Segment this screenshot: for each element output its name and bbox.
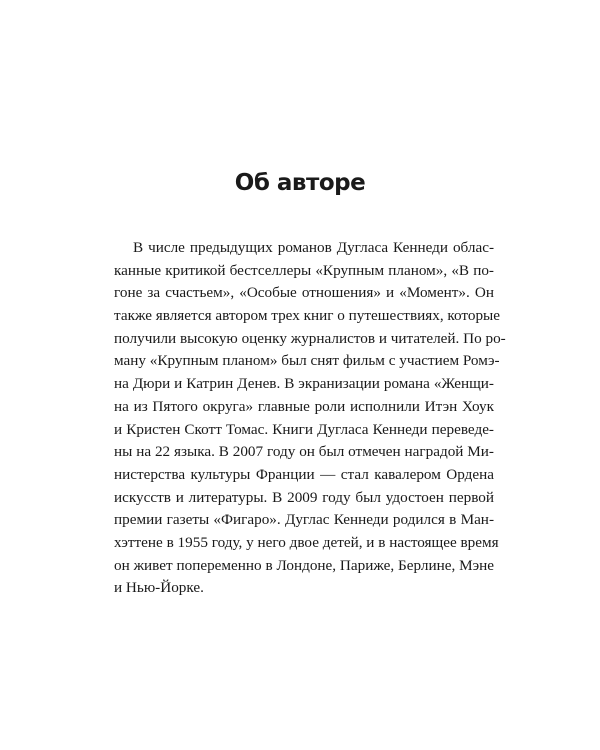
paragraph-line: хэттене в 1955 году, у него двое детей, и в настоящее время (114, 533, 499, 551)
paragraph-line: искусств и литературы. В 2009 году был удостоен первой (114, 488, 494, 506)
paragraph-line: ману «Крупным планом» был снят фильм с участием Ромэ- (114, 352, 500, 370)
paragraph-line: нистерства культуры Франции — стал кавалером Ордена (114, 465, 494, 483)
author-bio-paragraph (114, 237, 506, 600)
paragraph-line: канные критикой бестселлеры «Крупным планом», «В по- (114, 261, 494, 279)
paragraph-line: В числе предыдущих романов Дугласа Кеннеди облас- (133, 239, 494, 256)
paragraph-line: получили высокую оценку журналистов и читателей. По ро- (114, 329, 506, 347)
paragraph-line: и Нью-Йорке. (114, 579, 204, 597)
paragraph-line: и Кристен Скотт Томас. Книги Дугласа Кеннеди переведе- (114, 420, 494, 438)
page-title: Об авторе (234, 170, 366, 196)
paragraph-line: на Дюри и Катрин Денев. В экранизации романа «Женщи- (114, 375, 494, 393)
paragraph-line: он живет попеременно в Лондоне, Париже, Берлине, Мэне (114, 556, 494, 574)
paragraph-line: ны на 22 языка. В 2007 году он был отмечен наградой Ми- (114, 443, 494, 461)
paragraph-line: на из Пятого округа» главные роли исполнили Итэн Хоук (114, 397, 494, 415)
paragraph-line: также является автором трех книг о путешествиях, которые (114, 307, 500, 325)
paragraph-line: премии газеты «Фигаро». Дуглас Кеннеди родился в Ман- (114, 511, 494, 529)
paragraph-line: гоне за счастьем», «Особые отношения» и «Момент». Он (114, 284, 494, 302)
